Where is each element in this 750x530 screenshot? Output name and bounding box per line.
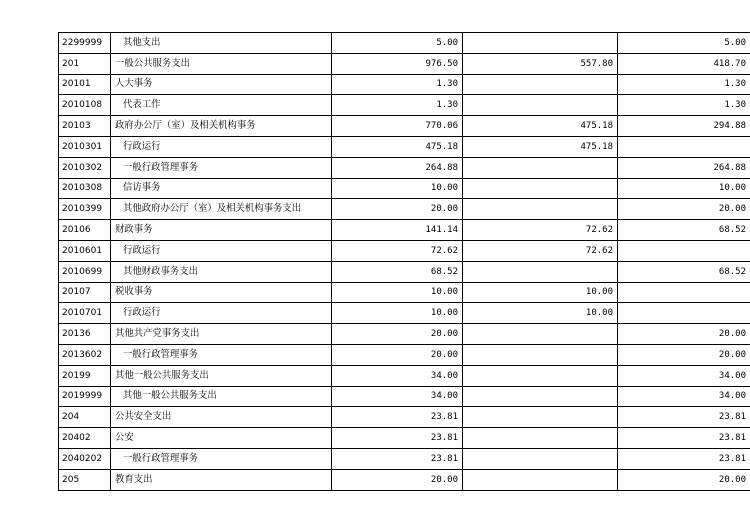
table-body — [59, 33, 750, 491]
total-amount-cell: 10.00 — [332, 282, 463, 303]
subject-code-cell: 20107 — [59, 282, 111, 303]
total-amount-cell: 264.88 — [332, 157, 463, 178]
project-expenditure-cell: 5.00 — [618, 33, 750, 54]
basic-expenditure-cell: 10.00 — [463, 303, 618, 324]
basic-expenditure-cell — [463, 365, 618, 386]
subject-name-cell: 税收事务 — [111, 282, 332, 303]
subject-code-cell: 20136 — [59, 324, 111, 345]
subject-name-cell: 政府办公厅（室）及相关机构事务 — [111, 116, 332, 137]
basic-expenditure-cell: 475.18 — [463, 116, 618, 137]
project-expenditure-cell: 1.30 — [618, 74, 750, 95]
table-row — [59, 428, 750, 449]
subject-name-cell: 其他一般公共服务支出 — [111, 365, 332, 386]
basic-expenditure-cell — [463, 74, 618, 95]
subject-code-cell: 20402 — [59, 428, 111, 449]
table-row — [59, 448, 750, 469]
total-amount-cell: 23.81 — [332, 428, 463, 449]
subject-code-cell: 2013602 — [59, 344, 111, 365]
basic-expenditure-cell — [463, 261, 618, 282]
subject-code-cell: 204 — [59, 407, 111, 428]
project-expenditure-cell: 23.81 — [618, 428, 750, 449]
project-expenditure-cell: 418.70 — [618, 53, 750, 74]
total-amount-cell: 10.00 — [332, 303, 463, 324]
total-amount-cell: 770.06 — [332, 116, 463, 137]
subject-code-cell: 20199 — [59, 365, 111, 386]
subject-name-cell: 一般公共服务支出 — [111, 53, 332, 74]
basic-expenditure-cell — [463, 33, 618, 54]
subject-name-cell: 公安 — [111, 428, 332, 449]
project-expenditure-cell: 23.81 — [618, 407, 750, 428]
subject-name-cell: 其他财政事务支出 — [111, 261, 332, 282]
project-expenditure-cell: 294.88 — [618, 116, 750, 137]
total-amount-cell: 475.18 — [332, 136, 463, 157]
basic-expenditure-cell: 10.00 — [463, 282, 618, 303]
total-amount-cell: 141.14 — [332, 220, 463, 241]
total-amount-cell: 34.00 — [332, 365, 463, 386]
subject-code-cell: 205 — [59, 469, 111, 490]
basic-expenditure-cell — [463, 324, 618, 345]
table-row — [59, 53, 750, 74]
subject-name-cell: 行政运行 — [111, 240, 332, 261]
basic-expenditure-cell — [463, 95, 618, 116]
subject-name-cell: 其他政府办公厅（室）及相关机构事务支出 — [111, 199, 332, 220]
basic-expenditure-cell — [463, 344, 618, 365]
basic-expenditure-cell: 475.18 — [463, 136, 618, 157]
project-expenditure-cell — [618, 303, 750, 324]
table-row — [59, 303, 750, 324]
project-expenditure-cell — [618, 136, 750, 157]
total-amount-cell: 72.62 — [332, 240, 463, 261]
total-amount-cell: 23.81 — [332, 448, 463, 469]
subject-code-cell: 2040202 — [59, 448, 111, 469]
subject-name-cell: 公共安全支出 — [111, 407, 332, 428]
table-row — [59, 33, 750, 54]
table-row — [59, 95, 750, 116]
total-amount-cell: 5.00 — [332, 33, 463, 54]
subject-code-cell: 2019999 — [59, 386, 111, 407]
subject-code-cell: 2010399 — [59, 199, 111, 220]
total-amount-cell: 1.30 — [332, 74, 463, 95]
subject-name-cell: 一般行政管理事务 — [111, 344, 332, 365]
basic-expenditure-cell — [463, 448, 618, 469]
table-row — [59, 136, 750, 157]
project-expenditure-cell: 34.00 — [618, 386, 750, 407]
total-amount-cell: 20.00 — [332, 469, 463, 490]
total-amount-cell: 20.00 — [332, 199, 463, 220]
table-row — [59, 261, 750, 282]
subject-code-cell: 2010701 — [59, 303, 111, 324]
table-row — [59, 116, 750, 137]
subject-code-cell: 2010308 — [59, 178, 111, 199]
basic-expenditure-cell — [463, 157, 618, 178]
budget-expenditure-table-page — [58, 32, 746, 491]
subject-code-cell: 201 — [59, 53, 111, 74]
project-expenditure-cell: 20.00 — [618, 324, 750, 345]
total-amount-cell: 20.00 — [332, 324, 463, 345]
table-row — [59, 365, 750, 386]
table-row — [59, 469, 750, 490]
basic-expenditure-cell — [463, 386, 618, 407]
subject-code-cell: 2010699 — [59, 261, 111, 282]
subject-code-cell: 2010302 — [59, 157, 111, 178]
total-amount-cell: 20.00 — [332, 344, 463, 365]
table-row — [59, 178, 750, 199]
basic-expenditure-cell — [463, 428, 618, 449]
basic-expenditure-cell: 72.62 — [463, 240, 618, 261]
table-row — [59, 157, 750, 178]
subject-code-cell: 2010108 — [59, 95, 111, 116]
subject-name-cell: 其他支出 — [111, 33, 332, 54]
table-row — [59, 199, 750, 220]
project-expenditure-cell: 23.81 — [618, 448, 750, 469]
subject-name-cell: 人大事务 — [111, 74, 332, 95]
table-row — [59, 324, 750, 345]
total-amount-cell: 34.00 — [332, 386, 463, 407]
basic-expenditure-cell — [463, 178, 618, 199]
budget-expenditure-table — [58, 32, 750, 491]
project-expenditure-cell: 1.30 — [618, 95, 750, 116]
total-amount-cell: 976.50 — [332, 53, 463, 74]
project-expenditure-cell: 34.00 — [618, 365, 750, 386]
subject-code-cell: 20106 — [59, 220, 111, 241]
table-row — [59, 74, 750, 95]
project-expenditure-cell: 68.52 — [618, 220, 750, 241]
table-row — [59, 407, 750, 428]
project-expenditure-cell: 264.88 — [618, 157, 750, 178]
project-expenditure-cell: 20.00 — [618, 199, 750, 220]
subject-name-cell: 其他一般公共服务支出 — [111, 386, 332, 407]
total-amount-cell: 68.52 — [332, 261, 463, 282]
basic-expenditure-cell: 72.62 — [463, 220, 618, 241]
total-amount-cell: 1.30 — [332, 95, 463, 116]
table-row — [59, 344, 750, 365]
subject-code-cell: 2299999 — [59, 33, 111, 54]
subject-name-cell: 行政运行 — [111, 303, 332, 324]
project-expenditure-cell: 20.00 — [618, 344, 750, 365]
subject-name-cell: 教育支出 — [111, 469, 332, 490]
table-row — [59, 220, 750, 241]
subject-code-cell: 2010601 — [59, 240, 111, 261]
table-row — [59, 386, 750, 407]
subject-code-cell: 2010301 — [59, 136, 111, 157]
subject-name-cell: 财政事务 — [111, 220, 332, 241]
basic-expenditure-cell — [463, 469, 618, 490]
basic-expenditure-cell — [463, 407, 618, 428]
subject-code-cell: 20101 — [59, 74, 111, 95]
subject-name-cell: 行政运行 — [111, 136, 332, 157]
table-row — [59, 282, 750, 303]
subject-code-cell: 20103 — [59, 116, 111, 137]
subject-name-cell: 代表工作 — [111, 95, 332, 116]
total-amount-cell: 23.81 — [332, 407, 463, 428]
table-row — [59, 240, 750, 261]
subject-name-cell: 一般行政管理事务 — [111, 157, 332, 178]
project-expenditure-cell: 20.00 — [618, 469, 750, 490]
subject-name-cell: 信访事务 — [111, 178, 332, 199]
project-expenditure-cell: 68.52 — [618, 261, 750, 282]
project-expenditure-cell: 10.00 — [618, 178, 750, 199]
project-expenditure-cell — [618, 282, 750, 303]
basic-expenditure-cell: 557.80 — [463, 53, 618, 74]
subject-name-cell: 一般行政管理事务 — [111, 448, 332, 469]
basic-expenditure-cell — [463, 199, 618, 220]
total-amount-cell: 10.00 — [332, 178, 463, 199]
subject-name-cell: 其他共产党事务支出 — [111, 324, 332, 345]
project-expenditure-cell — [618, 240, 750, 261]
